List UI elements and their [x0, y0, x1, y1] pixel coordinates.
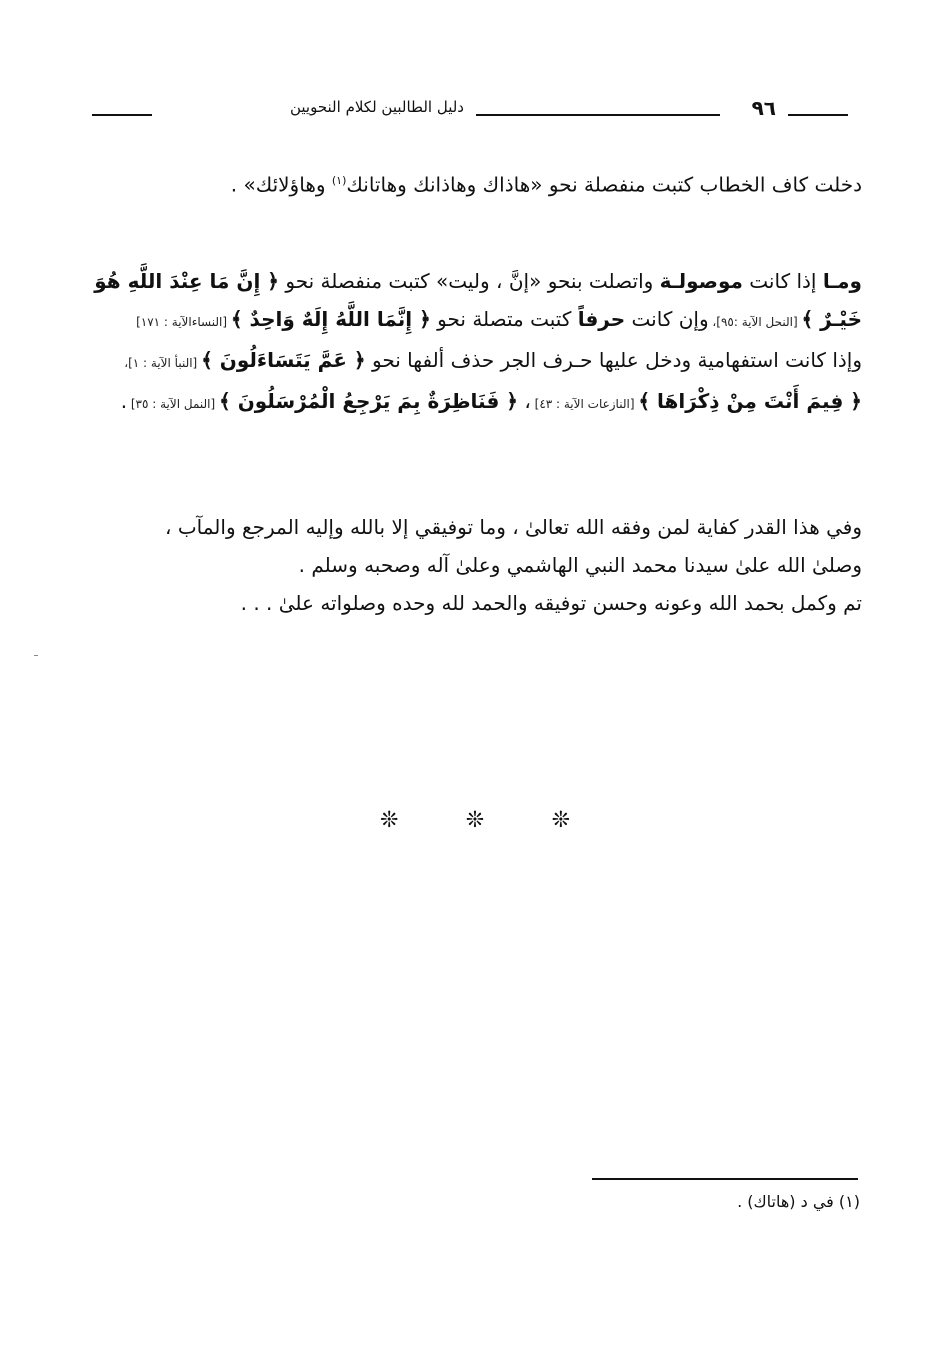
paragraph-1-line-1 — [92, 162, 862, 204]
verse-reference: [النساءالآية : ١٧١] — [136, 315, 231, 329]
paragraph-3-line-2: وصلىٰ الله علىٰ سيدنا محمد النبي الهاشمي وعلىٰ آله وصحبه وسلم . — [298, 553, 862, 577]
text-span: إذا كانت — [742, 269, 823, 293]
quran-quote: ﴿ فِيمَ أَنْتَ مِنْ ذِكْرَاهَا ﴾ — [638, 389, 862, 413]
running-title: دليل الطالبين لكلام النحويين — [289, 98, 464, 116]
quran-quote: ﴿ عَمَّ يَتَسَاءَلُونَ ﴾ — [201, 348, 366, 372]
section-separator — [380, 808, 570, 833]
footnote: (١) في د (هاتاك) . — [737, 1192, 860, 1211]
paragraph-2-line-3 — [92, 341, 862, 382]
verse-reference: [النحل الآية :٩٥]، — [708, 315, 802, 329]
text-span: ، — [518, 389, 531, 413]
asterism-star: ❊ — [465, 808, 485, 833]
paragraph-1 — [92, 162, 862, 204]
term-bold: حرفاً — [577, 307, 626, 331]
text-span: واتصلت بنحو «إنَّ ، وليت» كتبت منفصلة نحو — [279, 269, 660, 293]
quran-quote: ﴿ إِنَّمَا اللَّهُ إِلَهٌ وَاحِدٌ ﴾ — [230, 307, 431, 331]
verse-reference: [النازعات الآية : ٤٣] — [530, 397, 639, 411]
term-bold: موصولـة — [659, 269, 743, 293]
text-span: كتبت متصلة نحو — [430, 307, 578, 331]
header-rule-left — [92, 114, 152, 116]
header-rule-right — [788, 114, 848, 116]
quran-quote: ﴿ إِنَّ مَا عِنْدَ اللَّهِ هُوَ — [94, 269, 279, 293]
text-span: وهاؤلائك» . — [230, 172, 332, 197]
footnote-rule — [592, 1178, 858, 1180]
text-span: وإن كانت — [625, 307, 709, 331]
verse-reference: [النبأ الآية : ١]، — [124, 356, 202, 370]
quran-quote: خَيْـرٌ ﴾ — [801, 307, 862, 331]
paragraph-3 — [92, 508, 862, 622]
term-bold: ومـا — [822, 269, 862, 293]
running-header — [92, 96, 848, 124]
text-span: وإذا كانت استفهامية ودخل عليها حـرف الجر حذف ألفها نحو — [365, 348, 862, 372]
paragraph-2-line-2 — [92, 300, 862, 341]
paragraph-3-line-3: تم وكمل بحمد الله وعونه وحسن توفيقه والحمد لله وحده وصلواته علىٰ . . . — [240, 591, 862, 615]
page-number: ٩٦ — [751, 96, 776, 120]
paragraph-2-line-4 — [92, 382, 862, 423]
footnote-marker: (١) — [331, 174, 347, 187]
paragraph-2-line-1 — [92, 262, 862, 300]
asterism-star: ❊ — [551, 808, 570, 833]
verse-reference: [النمل الآية : ٣٥] — [127, 397, 220, 411]
asterism-star: ❊ — [380, 808, 399, 833]
paragraph-2 — [92, 262, 862, 423]
text-span: دخلت كاف الخطاب كتبت منفصلة نحو «هاذاك وهاذانك وهاتانك — [346, 172, 862, 197]
text-span: . — [120, 389, 128, 413]
quran-quote: ﴿ فَنَاظِرَةٌ بِمَ يَرْجِعُ الْمُرْسَلُونَ ﴾ — [219, 389, 518, 413]
paragraph-3-line-1: وفي هذا القدر كفاية لمن وفقه الله تعالىٰ ، وما توفيقي إلا بالله وإليه المرجع والمآب ، — [165, 515, 862, 539]
margin-mark — [34, 655, 38, 656]
header-rule-middle — [476, 114, 720, 116]
